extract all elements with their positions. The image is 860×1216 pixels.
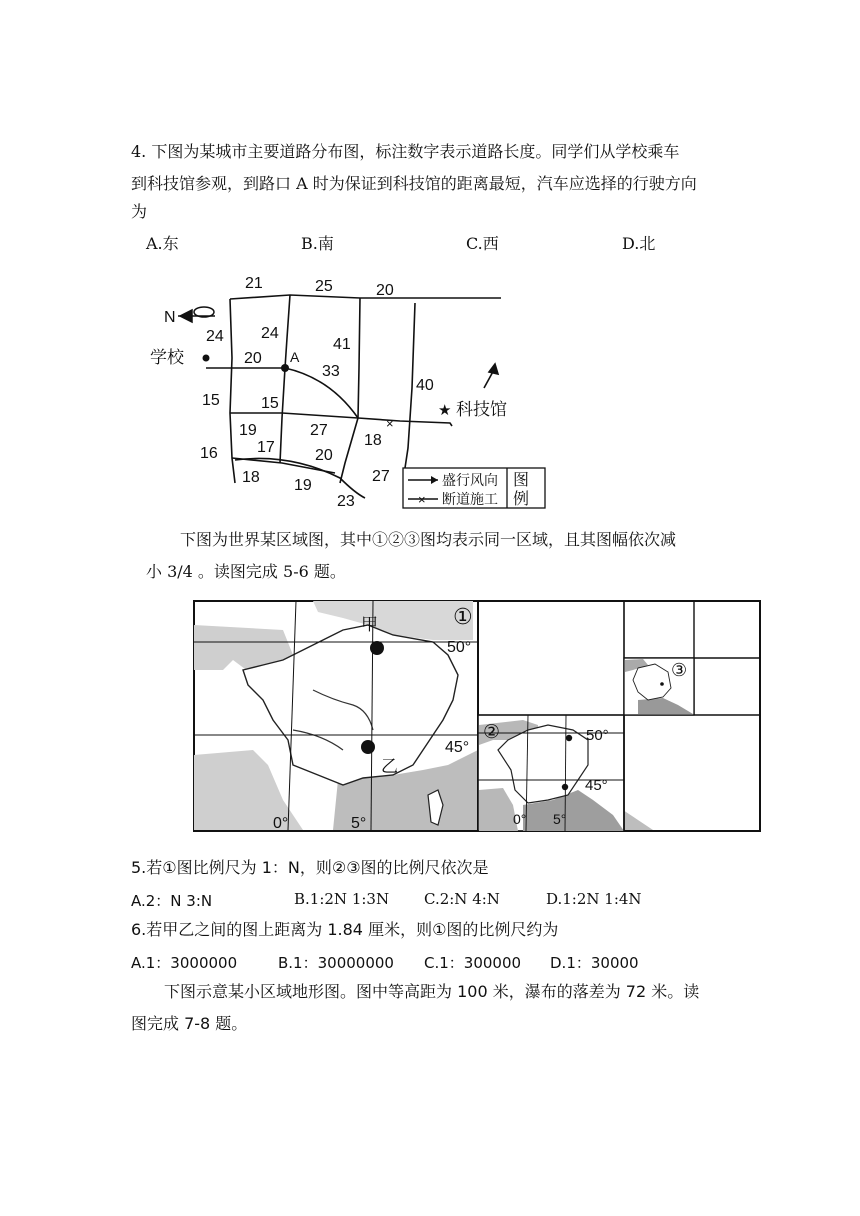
label-lon5: 5° [351,815,367,832]
label-lat50: 50° [447,639,472,656]
road-v4 [405,303,415,468]
length-label: 18 [364,432,382,449]
q4-stem-line3: 为 [131,202,148,221]
museum-star-icon: ★ [438,402,452,419]
legend-title-2: 例 [513,491,530,508]
q6-option-d: D.1：30000 [550,954,639,972]
q4-stem-line2: 到科技馆参观，到路口 A 时为保证到科技馆的距离最短，汽车应选择的行驶方向 [131,174,697,193]
length-label: 41 [333,336,351,353]
length-label: 24 [206,328,224,345]
length-label: 25 [315,278,333,295]
length-label: 24 [261,325,279,342]
map2-point-jia-icon [566,735,572,741]
point-jia-icon [370,641,384,655]
length-label: 33 [322,363,340,380]
map-1-number: ① [453,604,473,629]
q4-option-d: D.北 [622,234,656,253]
length-label: 15 [261,395,279,412]
length-label: 27 [372,468,390,485]
road-diag [340,418,358,483]
map-3-number: ③ [671,660,688,680]
label-jia: 甲 [361,615,378,634]
road-museum [358,418,452,426]
road-v2 [280,295,290,463]
length-label: 19 [239,422,257,439]
junction-a-dot [281,364,289,372]
school-dot [203,355,210,362]
label-lat45: 45° [445,739,470,756]
length-label: 21 [245,275,263,292]
length-label: 23 [337,493,355,510]
length-label: 19 [294,477,312,494]
intro-78-line2: 图完成 7-8 题。 [131,1014,248,1033]
length-label: 27 [310,422,328,439]
q5-option-b: B.1:2N 1:3N [294,890,390,908]
q5-option-a: A.2：N 3:N [131,892,213,910]
legend-wind: 盛行风向 [442,472,498,488]
road-left [230,299,235,483]
map2-point-yi-icon [562,784,568,790]
q5-stem: 5.若①图比例尺为 1：N，则②③图的比例尺依次是 [131,858,489,877]
school-label: 学校 [150,348,184,367]
intro-56-line2: 小 3/4 。读图完成 5-6 题。 [146,562,346,581]
map-2-number: ② [483,722,501,743]
museum-label: 科技馆 [456,400,507,419]
road-network-map [140,268,560,518]
q5-option-d: D.1:2N 1:4N [546,890,642,908]
north-label: N [164,309,176,326]
length-label: 17 [257,439,275,456]
length-label: 15 [202,392,220,409]
map3-point-icon [660,682,664,686]
road-top [230,295,501,299]
legend-construction: 断道施工 [442,491,498,507]
point-yi-icon [361,740,375,754]
length-label: 20 [315,447,333,464]
label-lon0: 0° [273,815,289,832]
legend-title-1: 图 [513,472,530,489]
map2-lon5: 5° [553,811,567,827]
junction-a-label: A [290,349,300,365]
length-label: 20 [376,282,394,299]
map-2 [478,715,624,831]
q6-option-a: A.1：3000000 [131,954,238,972]
map2-lat50: 50° [586,727,609,744]
length-label: 18 [242,469,260,486]
q4-option-b: B.南 [301,234,334,253]
intro-78-line1: 下图示意某小区域地形图。图中等高距为 100 米，瀑布的落差为 72 米。读 [164,982,700,1001]
q4-option-c: C.西 [466,234,499,253]
length-label: 40 [416,377,434,394]
legend [403,468,545,508]
legend-construction-icon: × [418,492,426,507]
q6-option-c: C.1：300000 [424,954,522,972]
road-v3 [358,298,360,418]
label-yi: 乙 [381,757,398,776]
q6-stem: 6.若甲乙之间的图上距离为 1.84 厘米，则①图的比例尺约为 [131,920,559,939]
q5-option-c: C.2:N 4:N [424,890,500,908]
map2-lon0: 0° [513,811,527,827]
length-label: 20 [244,350,262,367]
wind-arrow-icon [484,364,498,388]
intro-56-line1: 下图为世界某区域图，其中①②③图均表示同一区域，且其图幅依次减 [180,530,677,549]
q6-option-b: B.1：30000000 [278,954,394,972]
q4-option-a: A.东 [146,234,179,253]
q4-stem-line1: 4. 下图为某城市主要道路分布图，标注数字表示道路长度。同学们从学校乘车 [131,142,680,161]
france-scale-maps [193,600,761,836]
map2-lat45: 45° [585,777,608,794]
length-label: 16 [200,445,218,462]
construction-mark: × [386,416,394,431]
map-3 [624,658,694,715]
north-arrow-icon [178,307,215,322]
road-mid [230,413,358,418]
